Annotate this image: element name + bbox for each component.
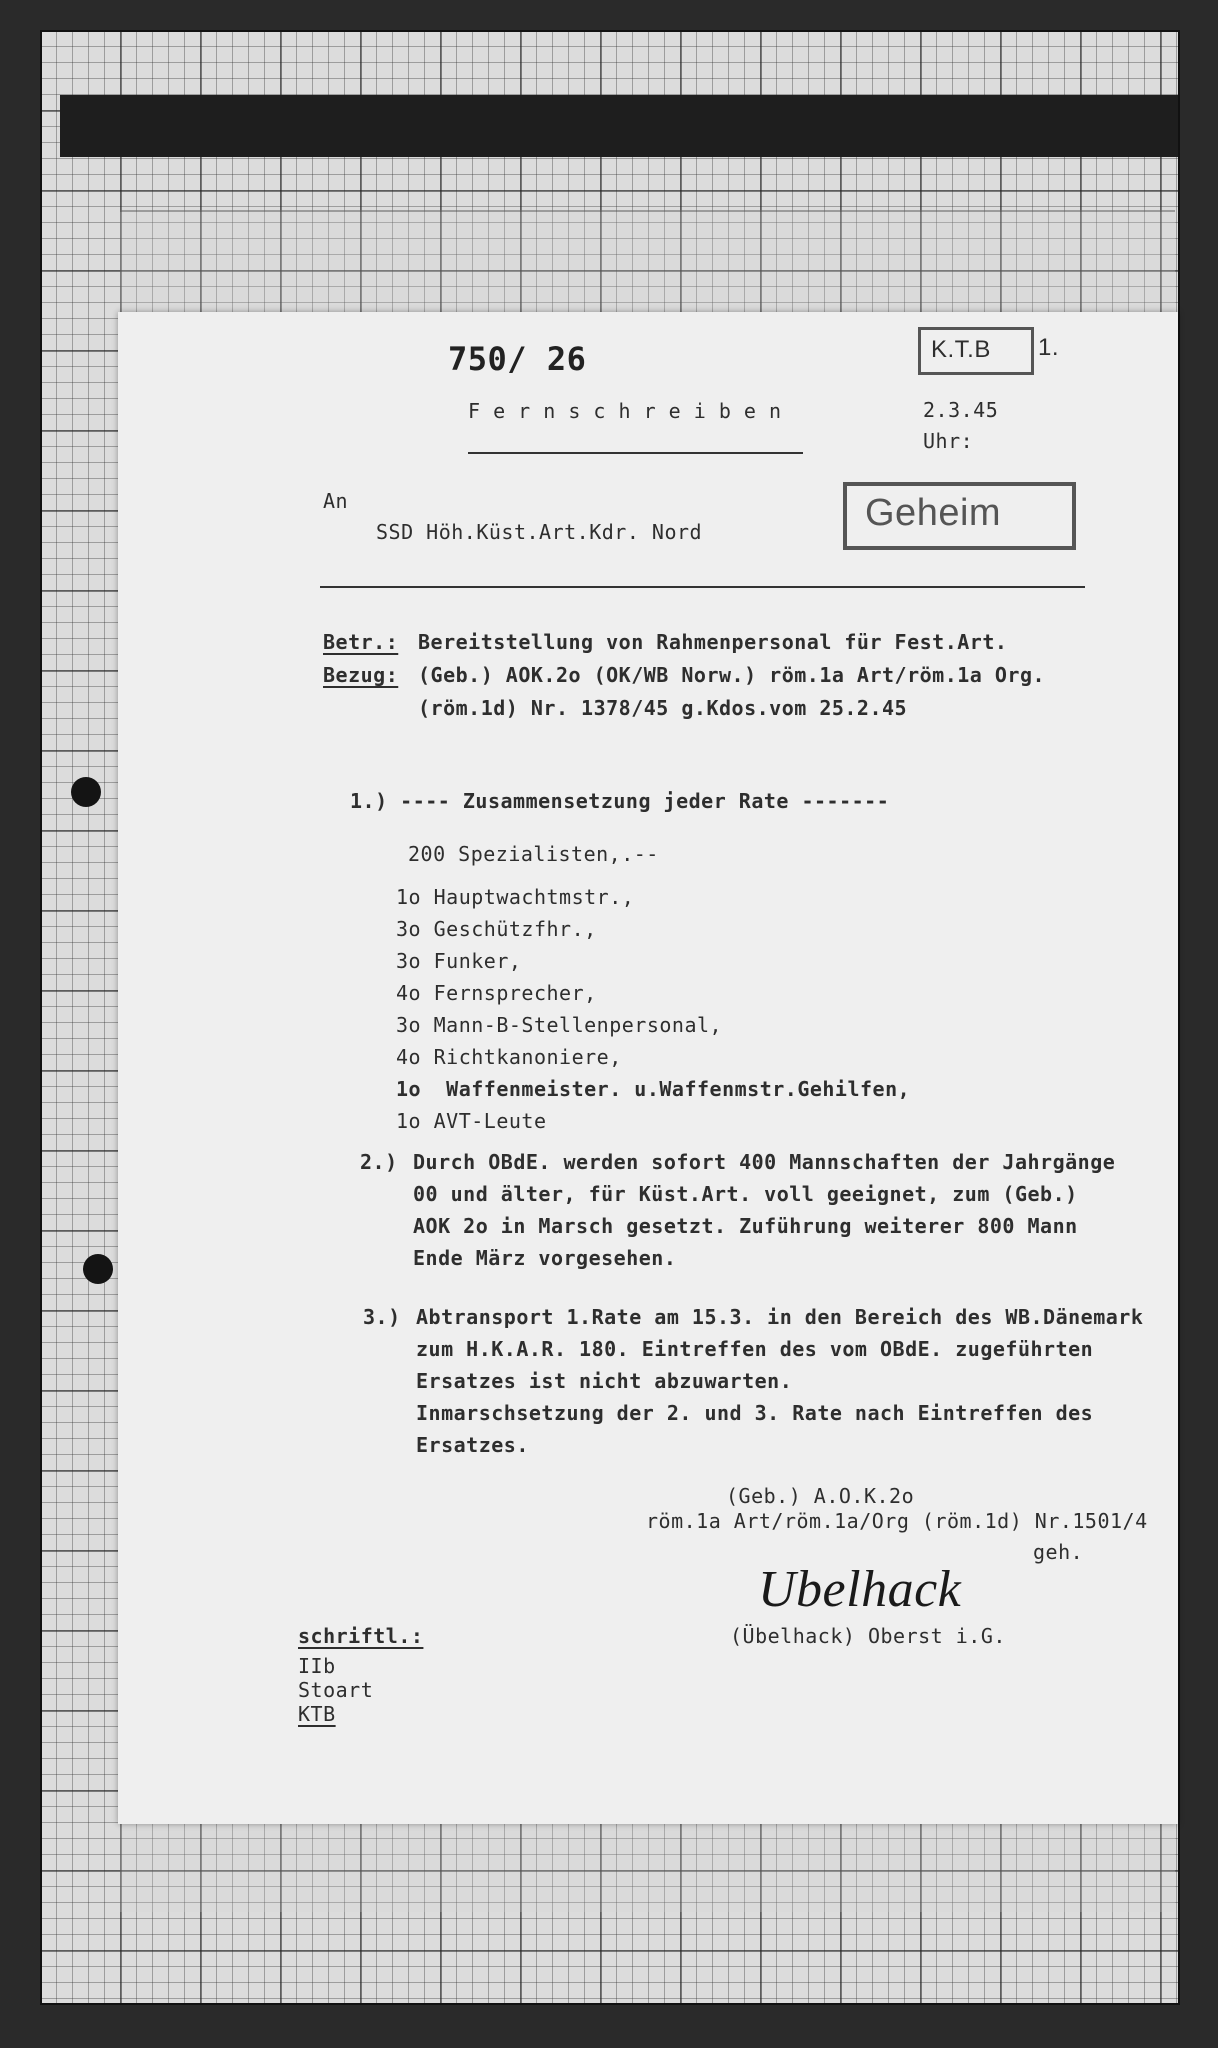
section-1-item: 3o Funker, — [396, 949, 522, 973]
section-2-line: Ende März vorgesehen. — [413, 1246, 677, 1270]
signature: Ubelhack — [758, 1561, 962, 1618]
bezug-line-1: (Geb.) AOK.2o (OK/WB Norw.) röm.1a Art/röm.1a Org. — [418, 663, 1046, 687]
document-number: 750/ 26 — [448, 340, 587, 378]
punch-hole-top — [71, 777, 101, 807]
ktb-stamp — [918, 327, 1034, 375]
section-1-item: 1o AVT-Leute — [396, 1109, 547, 1133]
betr-label: Betr.: — [323, 630, 399, 654]
section-1-heading: 1.) ---- Zusammensetzung jeder Rate ------- — [350, 789, 890, 813]
section-1-item: 3o Mann-B-Stellenpersonal, — [396, 1013, 723, 1037]
geh-note: geh. — [1033, 1540, 1084, 1564]
section-3-line: Inmarschsetzung der 2. und 3. Rate nach Eintreffen des — [416, 1401, 1094, 1425]
section-3-line: Ersatzes. — [416, 1433, 529, 1457]
sender-line-1: (Geb.) A.O.K.2o — [726, 1484, 915, 1508]
bezug-label: Bezug: — [323, 663, 399, 687]
section-2-line: Durch OBdE. werden sofort 400 Mannschaften der Jahrgänge — [413, 1150, 1116, 1174]
betr-text: Bereitstellung von Rahmenpersonal für Fest.Art. — [418, 630, 1008, 654]
geheim-stamp-text: Geheim — [865, 492, 1002, 534]
section-3-line: zum H.K.A.R. 180. Eintreffen des vom OBdE. zugeführten — [416, 1337, 1094, 1361]
ktb-stamp-mark: 1. — [1038, 334, 1060, 361]
uhr-label: Uhr: — [923, 429, 974, 453]
punch-hole-bottom — [83, 1254, 113, 1284]
sender-line-2: röm.1a Art/röm.1a/Org (röm.1d) Nr.1501/4 — [646, 1509, 1148, 1533]
signature-line: (Übelhack) Oberst i.G. — [730, 1624, 1006, 1648]
cc-item: KTB — [298, 1702, 336, 1726]
section-1-item: 3o Geschützfhr., — [396, 917, 597, 941]
telex-sheet — [118, 312, 1178, 1824]
document-title: F e r n s c h r e i b e n — [468, 399, 782, 423]
header-rule — [320, 586, 1085, 588]
section-1-item: 4o Richtkanoniere, — [396, 1045, 622, 1069]
section-3-line: Ersatzes ist nicht abzuwarten. — [416, 1369, 793, 1393]
section-2-number: 2.) — [360, 1150, 398, 1174]
section-1-item: 4o Fernsprecher, — [396, 981, 597, 1005]
section-2-line: AOK 2o in Marsch gesetzt. Zuführung weiterer 800 Mann — [413, 1214, 1078, 1238]
section-1-total: 200 Spezialisten,.-- — [408, 842, 659, 866]
title-rule — [468, 452, 803, 454]
an-label: An — [323, 489, 349, 513]
geheim-stamp — [843, 482, 1076, 550]
section-3-number: 3.) — [363, 1305, 401, 1329]
section-1-item: 1o Waffenmeister. u.Waffenmstr.Gehilfen, — [396, 1077, 911, 1101]
document-date: 2.3.45 — [923, 398, 999, 422]
section-1-item: 1o Hauptwachtmstr., — [396, 885, 635, 909]
section-3-line: Abtransport 1.Rate am 15.3. in den Bereich des WB.Dänemark — [416, 1305, 1144, 1329]
dark-band — [60, 95, 1178, 157]
cc-label: schriftl.: — [298, 1624, 424, 1648]
ktb-stamp-text: K.T.B — [931, 336, 991, 363]
cc-item: Stoart — [298, 1678, 374, 1702]
addressee: SSD Höh.Küst.Art.Kdr. Nord — [376, 520, 703, 544]
bezug-line-2: (röm.1d) Nr. 1378/45 g.Kdos.vom 25.2.45 — [418, 696, 908, 720]
cc-item: IIb — [298, 1654, 336, 1678]
section-2-line: 00 und älter, für Küst.Art. voll geeignet, zum (Geb.) — [413, 1182, 1078, 1206]
